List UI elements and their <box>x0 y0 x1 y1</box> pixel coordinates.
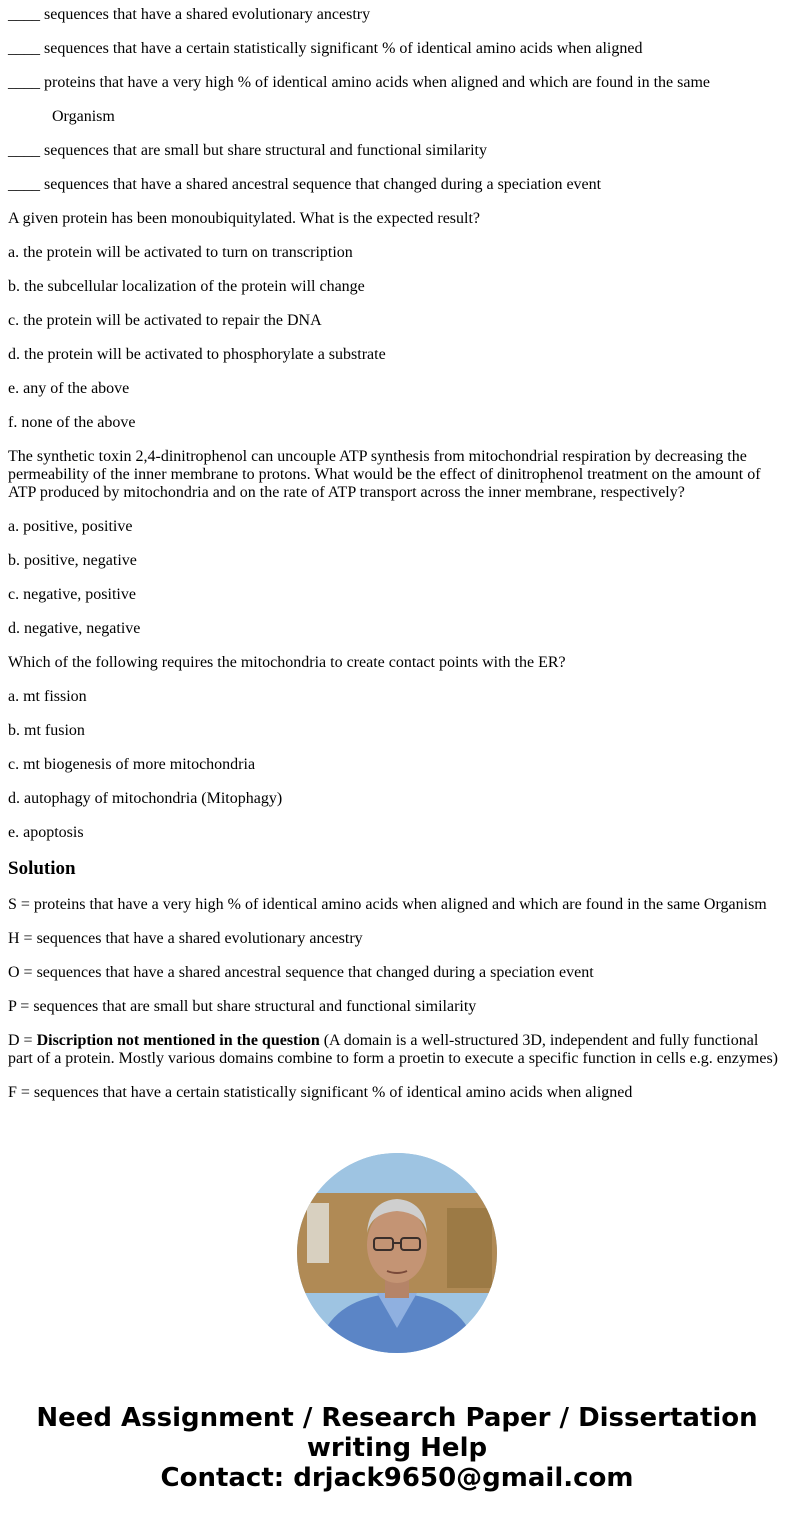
solution-line-f: F = sequences that have a certain statistically significant % of identical amino acids when aligned <box>8 1084 633 1101</box>
q2-option-f: f. none of the above <box>8 414 136 431</box>
q1-blank-3-continuation: Organism <box>52 108 115 125</box>
solution-d-bold: Discription not mentioned in the question <box>36 1032 320 1049</box>
q1-blank-3: ____ proteins that have a very high % of identical amino acids when aligned and which are found in the same <box>8 74 711 91</box>
solution-line-o: O = sequences that have a shared ancestral sequence that changed during a speciation event <box>8 964 594 981</box>
promo-banner <box>0 1403 794 1493</box>
q3-option-c: c. negative, positive <box>8 586 136 603</box>
q4-option-a: a. mt fission <box>8 688 87 705</box>
q2-prompt: A given protein has been monoubiquitylated. What is the expected result? <box>8 210 481 227</box>
author-portrait-icon <box>297 1153 497 1353</box>
q2-option-d: d. the protein will be activated to phosphorylate a substrate <box>8 346 386 363</box>
q2-option-b: b. the subcellular localization of the protein will change <box>8 278 365 295</box>
promo-line-1: Need Assignment / Research Paper / Dissertation <box>36 1403 758 1433</box>
q1-blank-2: ____ sequences that have a certain statistically significant % of identical amino acids when aligned <box>8 40 643 57</box>
q4-prompt: Which of the following requires the mitochondria to create contact points with the ER? <box>8 654 566 671</box>
q4-option-e: e. apoptosis <box>8 824 84 841</box>
solution-heading: Solution <box>8 858 76 879</box>
solution-d-rest: (A domain is a well-structured 3D, independent and fully functional part of a protein. Mostly various domains combine to form a proetin to execute a specific function in cells e.g. enzymes) <box>8 1032 778 1067</box>
q3-option-a: a. positive, positive <box>8 518 133 535</box>
q4-option-c: c. mt biogenesis of more mitochondria <box>8 756 256 773</box>
solution-line-s: S = proteins that have a very high % of identical amino acids when aligned and which are found in the same Organism <box>8 896 767 913</box>
author-avatar <box>297 1153 497 1353</box>
q3-prompt: The synthetic toxin 2,4-dinitrophenol can uncouple ATP synthesis from mitochondrial respiration by decreasing the permeability of the inner membrane to protons. What would be the effect of dinitrophenol treatment on the amount of ATP produced by mitochondria and on the rate of ATP transport across the inner membrane, respectively? <box>8 448 761 501</box>
solution-d-prefix: D = <box>8 1032 37 1049</box>
promo-line-2: writing Help <box>306 1433 488 1463</box>
q2-option-e: e. any of the above <box>8 380 130 397</box>
q1-blank-4: ____ sequences that are small but share structural and functional similarity <box>8 142 487 159</box>
q2-option-a: a. the protein will be activated to turn on transcription <box>8 244 353 261</box>
solution-line-d <box>8 1032 786 1068</box>
q4-option-b: b. mt fusion <box>8 722 85 739</box>
q4-option-d: d. autophagy of mitochondria (Mitophagy) <box>8 790 283 807</box>
q3-option-d: d. negative, negative <box>8 620 141 637</box>
q1-blank-5: ____ sequences that have a shared ancestral sequence that changed during a speciation event <box>8 176 602 193</box>
promo-contact: Contact: drjack9650@gmail.com <box>160 1463 634 1493</box>
q2-option-c: c. the protein will be activated to repair the DNA <box>8 312 322 329</box>
solution-line-h: H = sequences that have a shared evolutionary ancestry <box>8 930 363 947</box>
q3-option-b: b. positive, negative <box>8 552 137 569</box>
q1-blank-1: ____ sequences that have a shared evolutionary ancestry <box>8 6 371 23</box>
solution-line-p: P = sequences that are small but share structural and functional similarity <box>8 998 477 1015</box>
